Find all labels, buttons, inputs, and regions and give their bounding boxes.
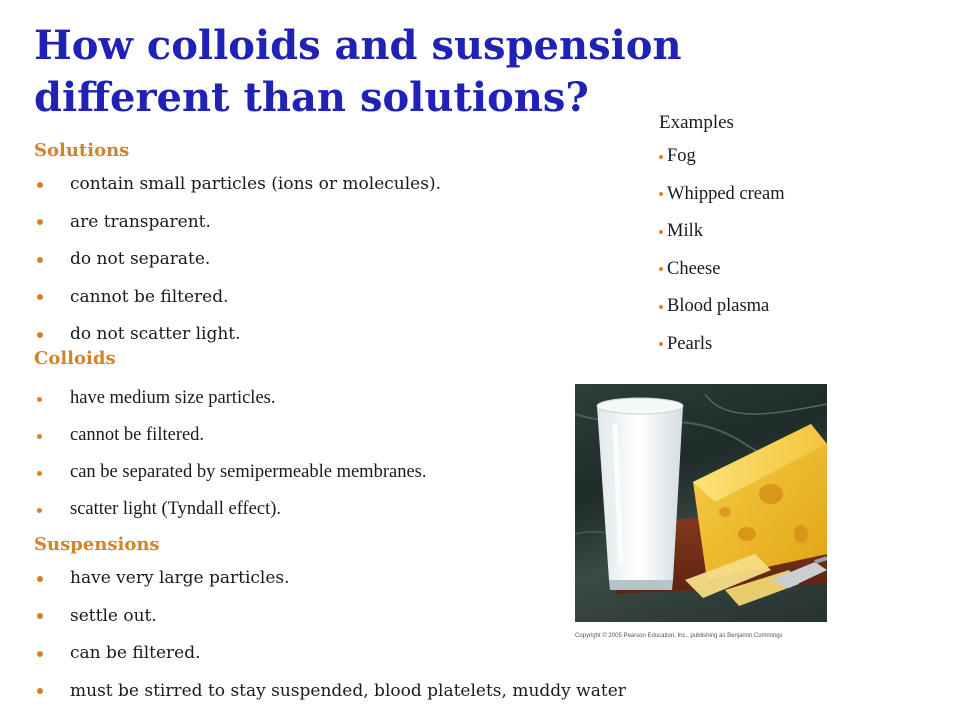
- list-item: [34, 673, 626, 711]
- bullet-icon: [37, 397, 42, 402]
- bullet-icon: [37, 613, 43, 619]
- list-item: [34, 454, 426, 491]
- list-item-text: do not separate.: [70, 249, 211, 269]
- suspensions-list: [34, 560, 626, 710]
- suspensions-heading: Suspensions: [34, 534, 160, 555]
- bullet-icon: [659, 192, 663, 196]
- list-item: [34, 560, 626, 598]
- list-item: [34, 166, 441, 204]
- list-item-text: can be separated by semipermeable membranes.: [70, 462, 427, 482]
- photo-copyright-caption: Copyright © 2005 Pearson Education, Inc., publishing as Benjamin Cummings: [575, 633, 783, 639]
- list-item: [659, 251, 785, 289]
- bullet-icon: [37, 257, 43, 263]
- milk-and-cheese-photo: [575, 384, 827, 622]
- list-item: [659, 288, 785, 326]
- slide-title: How colloids and suspension different than solutions?: [34, 22, 682, 121]
- list-item-text: Fog: [667, 146, 696, 166]
- list-item: [34, 241, 441, 279]
- list-item-text: Blood plasma: [667, 296, 770, 316]
- bullet-icon: [37, 219, 43, 225]
- examples-panel: [659, 108, 785, 363]
- list-item: [659, 138, 785, 176]
- list-item: [34, 380, 426, 417]
- list-item-text: cannot be filtered.: [70, 425, 205, 445]
- bullet-icon: [37, 471, 42, 476]
- milk-cheese-illustration: [575, 384, 827, 622]
- bullet-icon: [37, 434, 42, 439]
- examples-list: [659, 138, 785, 363]
- examples-heading: Examples: [659, 112, 734, 133]
- bullet-icon: [659, 155, 663, 159]
- list-item-text: have very large particles.: [70, 568, 290, 588]
- bullet-icon: [37, 688, 43, 694]
- list-item: [659, 176, 785, 214]
- bullet-icon: [659, 230, 663, 234]
- list-item: [34, 598, 626, 636]
- bullet-icon: [659, 267, 663, 271]
- bullet-icon: [659, 342, 663, 346]
- list-item-text: Pearls: [667, 333, 713, 354]
- bullet-icon: [37, 182, 43, 188]
- list-item-text: must be stirred to stay suspended, blood platelets, muddy water: [70, 680, 626, 701]
- list-item-text: can be filtered.: [70, 643, 201, 663]
- list-item-text: do not scatter light.: [70, 324, 241, 344]
- solutions-heading: Solutions: [34, 140, 130, 161]
- list-item-text: settle out.: [70, 605, 157, 626]
- bullet-icon: [659, 305, 663, 309]
- list-item-text: Cheese: [667, 258, 721, 279]
- bullet-icon: [37, 508, 42, 513]
- list-item-text: have medium size particles.: [70, 388, 276, 408]
- list-item-text: cannot be filtered.: [70, 286, 229, 307]
- list-item-text: Whipped cream: [667, 183, 785, 204]
- colloids-heading: Colloids: [34, 348, 116, 369]
- bullet-icon: [37, 576, 43, 582]
- list-item-text: scatter light (Tyndall effect).: [70, 499, 282, 519]
- list-item-text: Milk: [667, 221, 703, 241]
- list-item: [34, 491, 426, 528]
- list-item: [34, 279, 441, 317]
- bullet-icon: [37, 332, 43, 338]
- list-item-text: contain small particles (ions or molecules).: [70, 174, 442, 194]
- list-item-text: are transparent.: [70, 211, 211, 232]
- bullet-icon: [37, 651, 43, 657]
- solutions-list: [34, 166, 441, 354]
- list-item: [34, 417, 426, 454]
- list-item: [34, 635, 626, 673]
- list-item: [659, 326, 785, 364]
- bullet-icon: [37, 294, 43, 300]
- colloids-list: [34, 380, 426, 528]
- list-item: [659, 213, 785, 251]
- list-item: [34, 204, 441, 242]
